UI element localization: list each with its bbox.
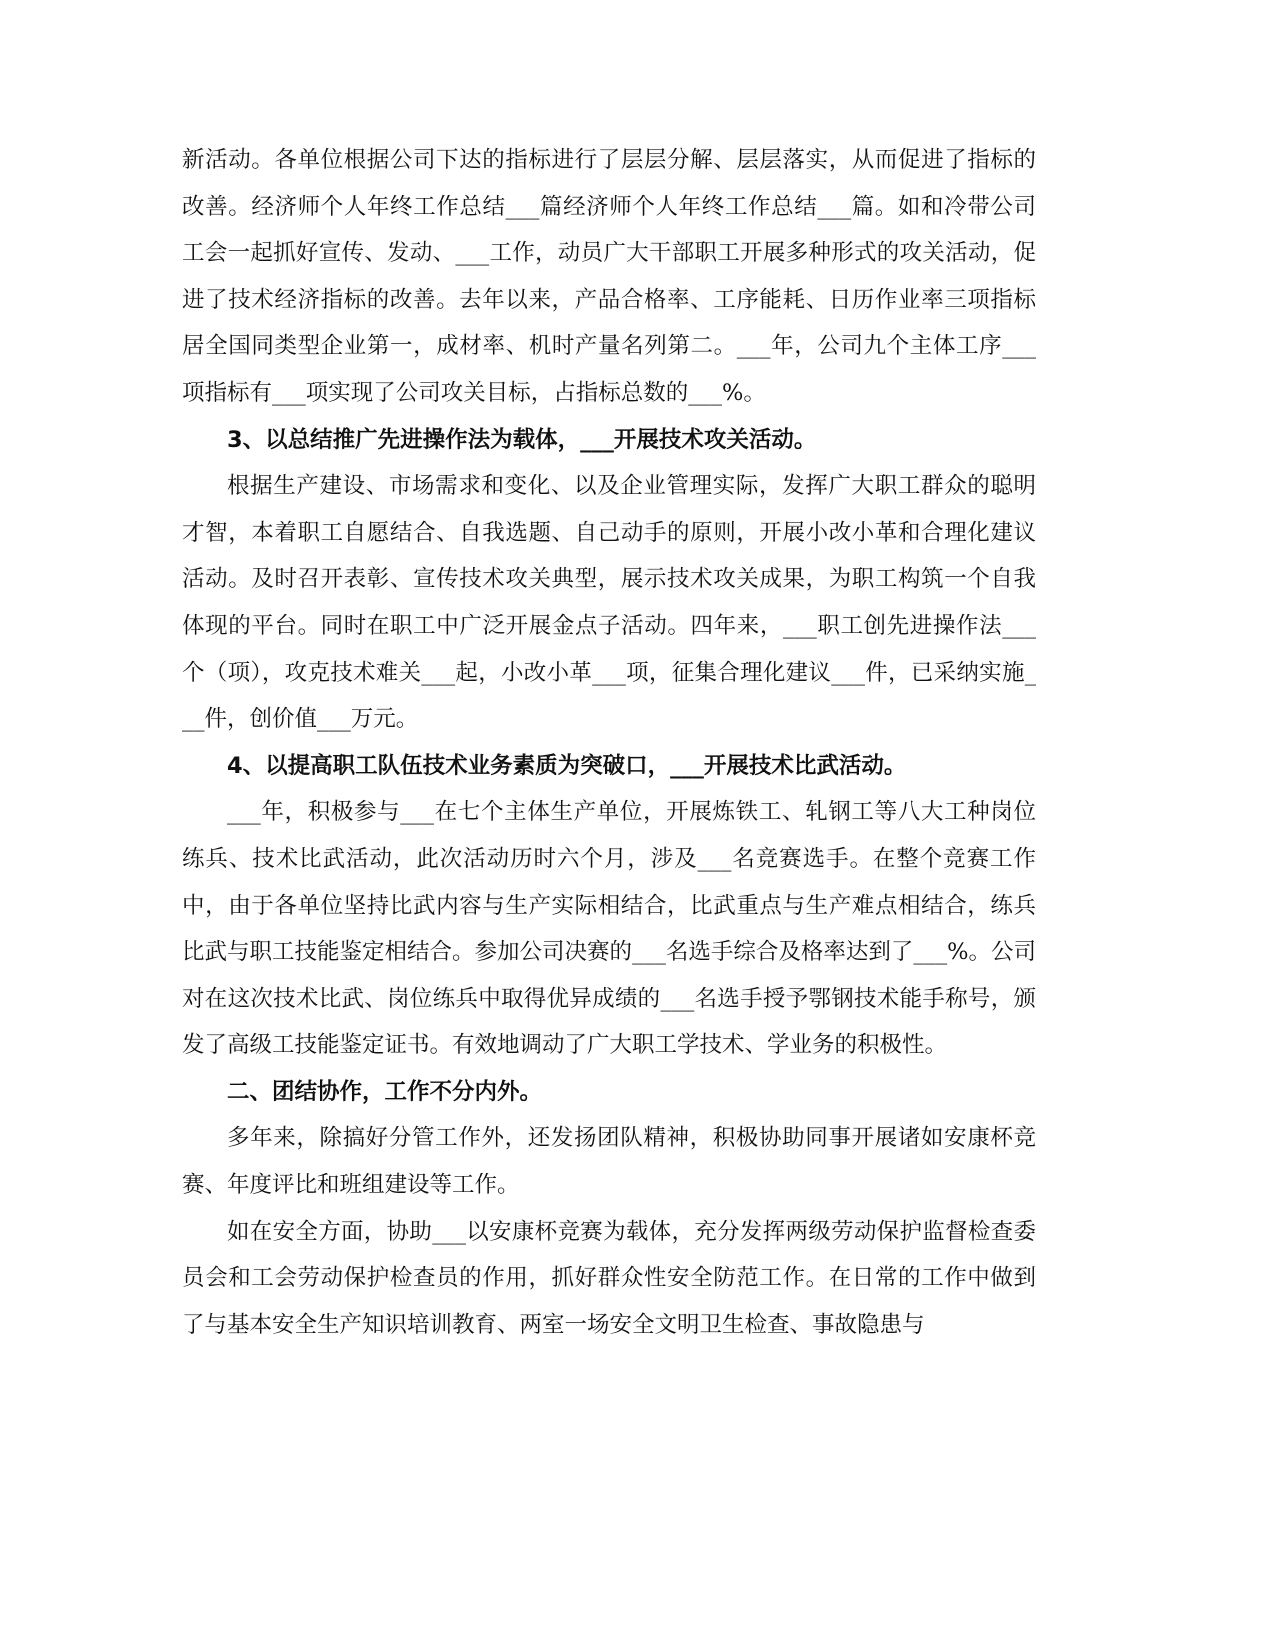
- paragraph-teamwork: 多年来，除搞好分管工作外，还发扬团队精神，积极协助同事开展诸如安康杯竞赛、年度评比和班组建设等工作。: [182, 1125, 1036, 1199]
- paragraph-continued: 新活动。各单位根据公司下达的指标进行了层层分解、层层落实，从而促进了指标的改善。经济师个人年终工作总结___篇经济师个人年终工作总结___篇。如和冷带公司工会一起抓好宣传、发动、___工作，动员广大干部职工开展多种形式的攻关活动，促进了技术经济指标的改善。去年以来，产品合格率、工序能耗、日历作业率三项指标居全国同类型企业第一，成材率、机时产量名列第二。___年，公司九个主体工序___项指标有___项实现了公司攻关目标，占指标总数的___%。: [182, 147, 1036, 406]
- paragraph-tech-innovation: 根据生产建设、市场需求和变化、以及企业管理实际，发挥广大职工群众的聪明才智，本着职工自愿结合、自我选题、自己动手的原则，开展小改小革和合理化建议活动。及时召开表彰、宣传技术攻关典型，展示技术攻关成果，为职工构筑一个自我体现的平台。同时在职工中广泛开展金点子活动。四年来，___职工创先进操作法___个（项），攻克技术难关___起，小改小革___项，征集合理化建议___件，已采纳实施___件，创价值___万元。: [182, 473, 1036, 733]
- paragraph-skill-competition: ___年，积极参与___在七个主体生产单位，开展炼铁工、轧钢工等八大工种岗位练兵、技术比武活动，此次活动历时六个月，涉及___名竞赛选手。在整个竞赛工作中，由于各单位坚持比武内容与生产实际相结合，比武重点与生产难点相结合，练兵比武与职工技能鉴定相结合。参加公司决赛的___名选手综合及格率达到了___%。公司对在这次技术比武、岗位练兵中取得优异成绩的___名选手授予鄂钢技术能手称号，颁发了高级工技能鉴定证书。有效地调动了广大职工学技术、学业务的积极性。: [182, 799, 1036, 1059]
- section-heading-3: 3、以总结推广先进操作法为载体，___开展技术攻关活动。: [227, 426, 817, 453]
- document-page: [182, 137, 1036, 1348]
- section-heading-teamwork: 二、团结协作，工作不分内外。: [227, 1078, 543, 1105]
- section-heading-4: 4、以提高职工队伍技术业务素质为突破口，___开展技术比武活动。: [227, 752, 907, 779]
- paragraph-safety: 如在安全方面，协助___以安康杯竞赛为载体，充分发挥两级劳动保护监督检查委员会和工会劳动保护检查员的作用，抓好群众性安全防范工作。在日常的工作中做到了与基本安全生产知识培训教育、两室一场安全文明卫生检查、事故隐患与: [182, 1218, 1036, 1338]
